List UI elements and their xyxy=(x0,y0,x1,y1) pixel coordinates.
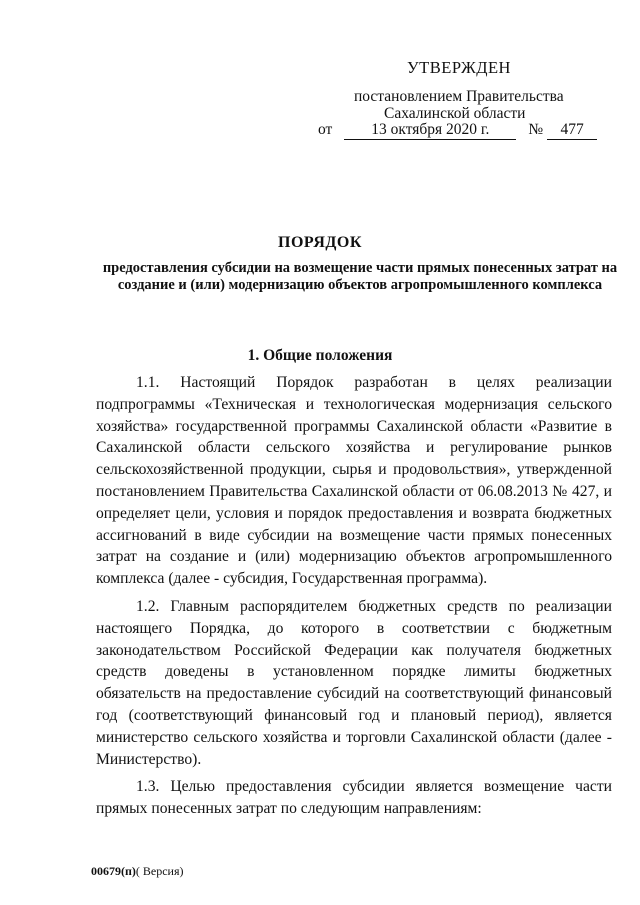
approval-authority-line1: постановлением Правительства xyxy=(354,88,564,105)
approval-authority-line2: Сахалинской области xyxy=(384,105,526,122)
document-version: ( Версия) xyxy=(135,864,184,878)
paragraph-1-1: 1.1. Настоящий Порядок разработан в целях реализации подпрограммы «Техническая и технологическая модернизация сельского хозяйства» государственной программы Сахалинской области «Развитие в Сахалинской области сельского хозяйства и регулирование рынков сельскохозяйственной продукции, сырья и продовольствия», утвержденной постановлением Правительства Сахалинской области от 06.08.2013 № 427, и определяет цели, условия и порядок предоставления и возврата бюджетных ассигнований в виде субсидии на возмещение части прямых понесенных затрат на создание и (или) модернизацию объектов агропромышленного комплекса (далее - субсидия, Государственная программа). xyxy=(96,374,612,588)
paragraph-1-3: 1.3. Целью предоставления субсидии является возмещение части прямых понесенных затрат по следующим направлениям: xyxy=(96,778,612,818)
paragraph-1-2: 1.2. Главным распорядителем бюджетных средств по реализации настоящего Порядка, до которого в соответствии с бюджетным законодательством Российской Федерации как получателя бюджетных средств доведены в установленном порядке лимиты бюджетных обязательств на предоставление субсидий на соответствующий финансовый год (соответствующий финансовый год и плановый период), является министерство сельского хозяйства и торговли Сахалинской области (далее - Министерство). xyxy=(96,597,612,768)
approval-number: 477 xyxy=(547,121,597,140)
approval-date-line xyxy=(318,121,597,140)
document-subtitle: предоставления субсидии на возмещение части прямых понесенных затрат на создание и (или) модернизацию объектов агропромышленного комплекса xyxy=(102,260,618,293)
section-heading: 1. Общие положения xyxy=(247,347,393,364)
number-sign: № xyxy=(528,121,544,138)
approval-stamp-title: УТВЕРЖДЕН xyxy=(407,58,511,77)
approval-date: 13 октября 2020 г. xyxy=(344,121,516,140)
document-code: 00679(п) xyxy=(91,864,136,878)
date-prefix: от xyxy=(318,121,333,138)
section-body xyxy=(96,372,612,820)
document-footer xyxy=(91,864,184,879)
document-title: ПОРЯДОК xyxy=(278,234,362,251)
